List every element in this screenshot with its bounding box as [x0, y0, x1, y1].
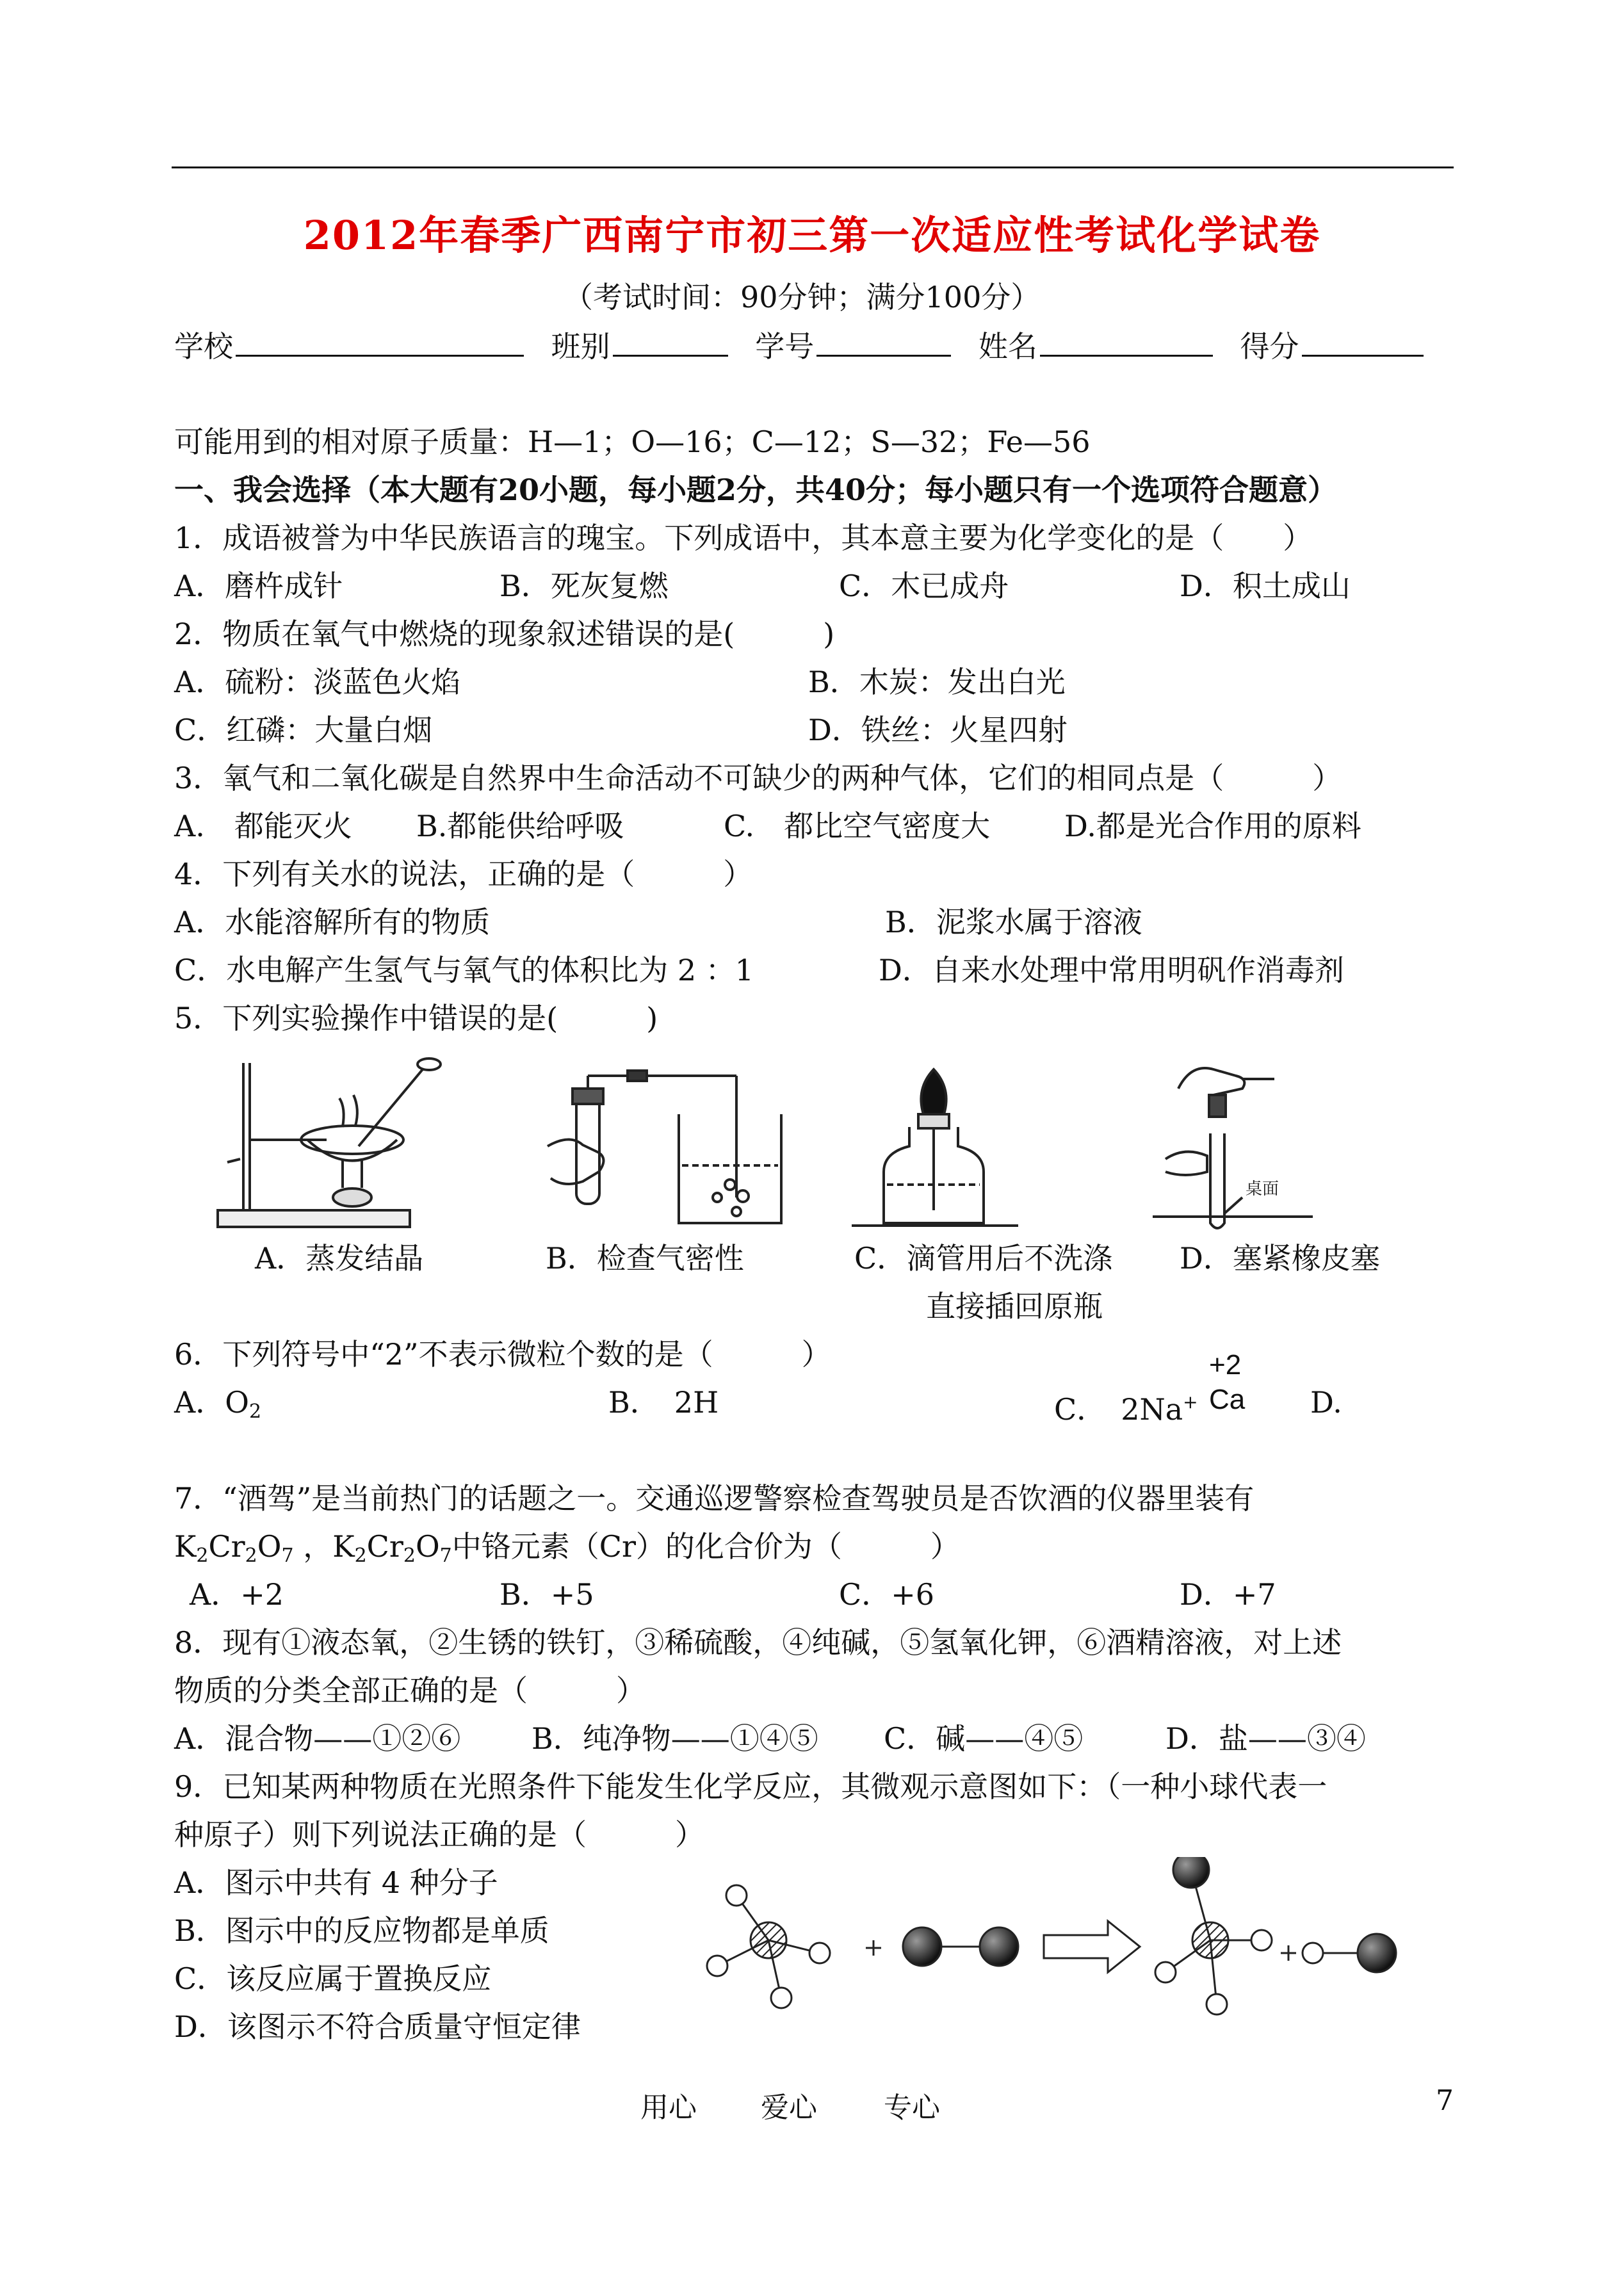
q5-option-c: C．滴管用后不洗涤 [854, 1241, 1113, 1276]
class-blank[interactable] [613, 327, 728, 357]
q9-option-b: B．图示中的反应物都是单质 [174, 1913, 549, 1948]
q6-option-d-element: Ca [1209, 1384, 1246, 1415]
air-tightness-check-figure [544, 1069, 788, 1236]
q4-stem: 4．下列有关水的说法，正确的是（ ） [174, 857, 753, 891]
score-blank[interactable] [1302, 327, 1424, 357]
q8-option-c: C．碱——④⑤ [884, 1721, 1084, 1756]
q7-stem-line1: 7．“酒驾”是当前热门的话题之一。交通巡逻警察检查驾驶员是否饮酒的仪器里装有 [174, 1481, 1255, 1516]
q5-option-d: D．塞紧橡皮塞 [1180, 1241, 1380, 1276]
number-blank[interactable] [816, 327, 951, 357]
q7-option-d: D．+7 [1180, 1577, 1276, 1612]
q3-option-b: B.都能供给呼吸 [416, 809, 624, 843]
q4-option-d: D．自来水处理中常用明矾作消毒剂 [879, 953, 1344, 987]
q3-option-d: D.都是光合作用的原料 [1064, 809, 1361, 843]
q1-option-a: A．磨杵成针 [174, 569, 343, 603]
q6-option-d-valence: +2 [1209, 1349, 1242, 1381]
q8-option-d: D．盐——③④ [1165, 1721, 1366, 1756]
q5-option-b: B．检查气密性 [546, 1241, 744, 1276]
q8-stem-line1: 8．现有①液态氧，②生锈的铁钉，③稀硫酸，④纯碱，⑤氢氧化钾，⑥酒精溶液，对上述 [174, 1625, 1342, 1660]
q8-option-b: B．纯净物——①④⑤ [532, 1721, 818, 1756]
q8-stem-line2: 物质的分类全部正确的是（ ） [174, 1673, 646, 1708]
q7-option-c: C．+6 [839, 1577, 935, 1612]
q6-option-a: A．$O_2$ [174, 1385, 262, 1423]
q7-stem-line2: $K_2Cr_2O_7$ ，$K_2Cr_2O_7$中铬元素（Cr）的化合价为（ ） [174, 1529, 960, 1567]
q5-option-c-line2: 直接插回原瓶 [926, 1289, 1103, 1324]
q9-stem-line1: 9．已知某两种物质在光照条件下能发生化学反应，其微观示意图如下：（一种小球代表一 [174, 1769, 1328, 1804]
top-rule [172, 166, 1454, 168]
q4-option-a: A．水能溶解所有的物质 [174, 905, 491, 939]
q1-option-b: B．死灰复燃 [499, 569, 669, 603]
page-number: 7 [1436, 2084, 1454, 2117]
school-label: 学校 [174, 329, 233, 364]
q5-option-a: A．蒸发结晶 [255, 1241, 424, 1276]
q1-option-c: C．木已成舟 [839, 569, 1009, 603]
q9-stem-line2: 种原子）则下列说法正确的是（ ） [174, 1817, 704, 1852]
dropper-bottle-figure [852, 1063, 1018, 1236]
school-blank[interactable] [236, 327, 524, 357]
q6-option-d: D. [1310, 1385, 1342, 1420]
q9-option-d: D．该图示不符合质量守恒定律 [174, 2009, 581, 2044]
q7-option-b: B．+5 [499, 1577, 594, 1612]
q1-stem: 1．成语被誉为中华民族语言的瑰宝。下列成语中，其本意主要为化学变化的是（ ） [174, 521, 1313, 555]
q4-option-b: B．泥浆水属于溶液 [885, 905, 1142, 939]
page-title: 2012年春季广西南宁市初三第一次适应性考试化学试卷 [303, 212, 1321, 259]
q2-option-d: D．铁丝：火星四射 [808, 713, 1068, 747]
atomic-mass: 可能用到的相对原子质量：H—1；O—16；C—12；S—32；Fe—56 [174, 425, 1091, 459]
number-label: 学号 [755, 329, 815, 364]
name-blank[interactable] [1040, 327, 1213, 357]
reaction-microscopic-diagram [698, 1857, 1422, 2049]
exam-info: （考试时间：90分钟；满分100分） [564, 280, 1041, 314]
q9-option-a: A．图示中共有 4 种分子 [174, 1865, 498, 1900]
q3-option-a: A. 都能灭火 [174, 809, 352, 843]
q2-option-b: B．木炭：发出白光 [808, 665, 1066, 699]
q2-option-c: C．红磷：大量白烟 [174, 713, 433, 747]
q1-option-d: D．积土成山 [1180, 569, 1351, 603]
evaporation-apparatus-figure [211, 1050, 448, 1236]
score-label: 得分 [1240, 329, 1299, 364]
q2-option-a: A．硫粉：淡蓝色火焰 [174, 665, 461, 699]
q3-option-c: C. 都比空气密度大 [724, 809, 991, 843]
class-label: 班别 [551, 329, 610, 364]
info-fields-row [174, 327, 1424, 364]
footer-motto-3: 专心 [884, 2091, 940, 2124]
q9-option-c: C．该反应属于置换反应 [174, 1961, 492, 1996]
footer-motto-1: 用心 [640, 2091, 697, 2124]
desk-label: 桌面 [1246, 1180, 1279, 1198]
q8-option-a: A．混合物——①②⑥ [174, 1721, 461, 1756]
q6-option-c: C． 2Na+ [1054, 1391, 1198, 1427]
q6-stem: 6．下列符号中“2”不表示微粒个数的是（ ） [174, 1337, 831, 1372]
q5-stem: 5．下列实验操作中错误的是( ) [174, 1001, 658, 1035]
section-heading: 一、我会选择（本大题有20小题，每小题2分，共40分；每小题只有一个选项符合题意） [174, 473, 1338, 507]
q6-option-b: B． 2H [608, 1385, 719, 1420]
rubber-stopper-figure [1153, 1050, 1319, 1236]
q4-option-c: C．水电解产生氢气与氧气的体积比为 2 ：1 [174, 953, 754, 987]
q7-option-a: A．+2 [190, 1577, 284, 1612]
footer-motto-2: 爱心 [761, 2091, 817, 2124]
q2-stem: 2．物质在氧气中燃烧的现象叙述错误的是( ) [174, 617, 835, 651]
name-label: 姓名 [978, 329, 1037, 364]
q3-stem: 3．氧气和二氧化碳是自然界中生命活动不可缺少的两种气体，它们的相同点是（ ） [174, 761, 1342, 795]
